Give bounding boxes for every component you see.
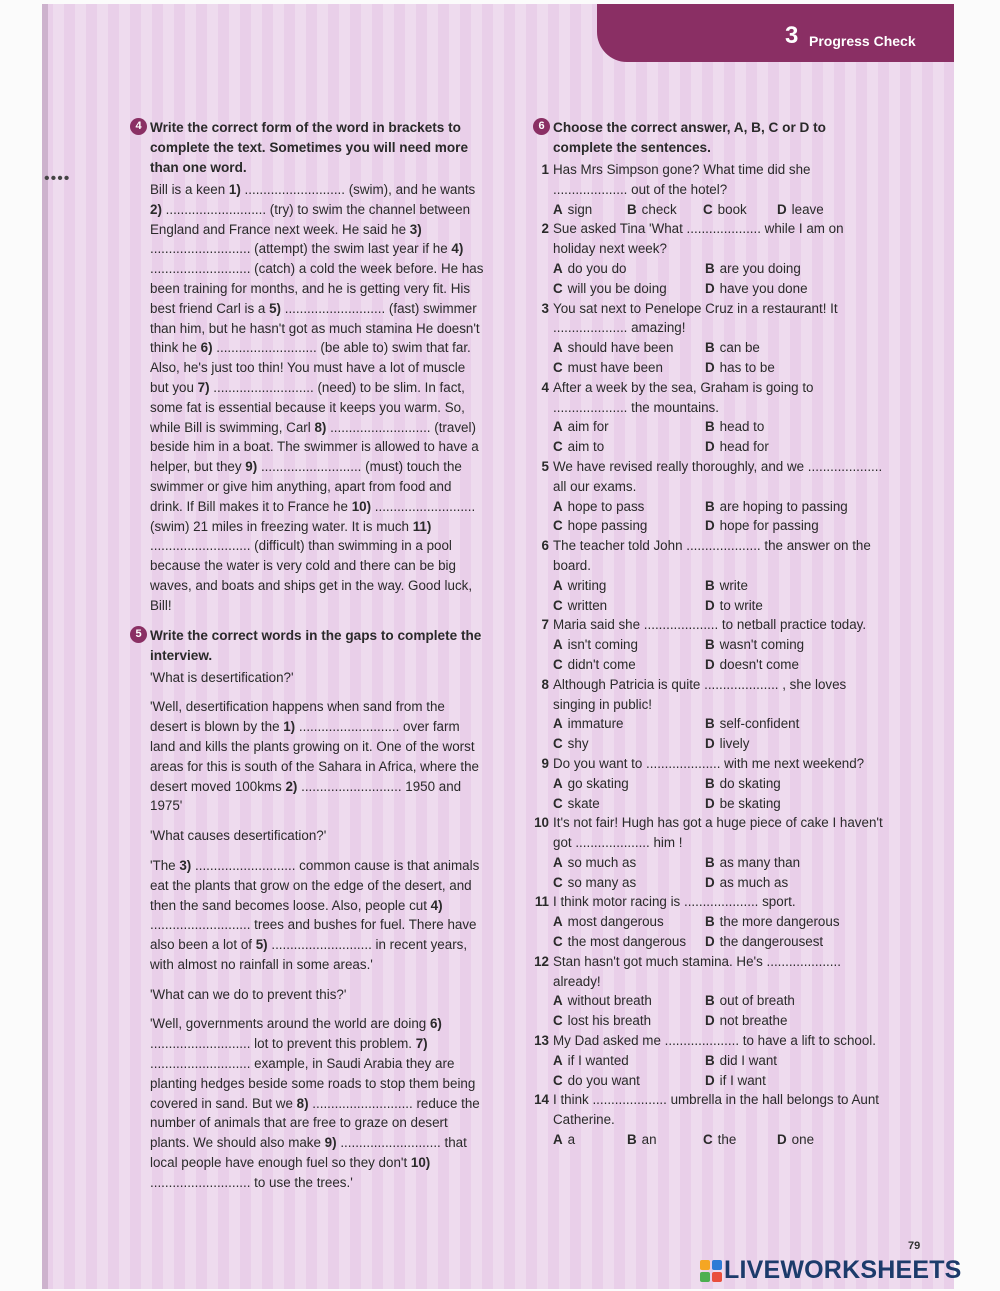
answer-option[interactable] [553, 338, 705, 358]
question-item [541, 675, 883, 754]
answer-option[interactable] [553, 1051, 705, 1071]
section-6-instruction: Choose the correct answer, A, B, C or D to complete the sentences. [553, 120, 826, 155]
option-letter: A [553, 201, 563, 217]
answer-option[interactable] [553, 1130, 627, 1150]
answer-option[interactable] [705, 358, 855, 378]
option-text: lively [719, 736, 750, 752]
question-text: I think motor racing is .................... sport. [553, 894, 796, 910]
option-letter: A [553, 260, 563, 276]
question-text: Do you want to .................... with me next weekend? [553, 755, 865, 771]
answer-option[interactable] [553, 853, 705, 873]
answer-option[interactable] [553, 596, 705, 616]
answer-option[interactable] [553, 417, 705, 437]
option-text: one [791, 1132, 815, 1148]
answer-options [553, 417, 883, 457]
question-number: 11 [534, 894, 549, 910]
question-item [534, 952, 883, 1031]
option-text: so many as [567, 874, 637, 890]
answer-option[interactable] [705, 912, 855, 932]
section-4-text[interactable]: Bill is a keen 1) ........................... (swim), and he wants 2) ........................... (try) to swim the channel between England and France next week. He said he 3) ........................... (attempt) the swim last year if he 4) ........................... (catch) a cold the week before. He has been training for months, and he is getting very fit. His best friend Carl is a 5) ........................... (fast) swimmer than him, but he hasn't got as much stamina He doesn't think he 6) ........................... (be able to) swim that far. Also, he's just too thin! You must have a lot of muscle but you 7) ........................... (need) to be slim. In fact, some fat is essential because it keeps you warm. So, while Bill is swimming, Carl 8) ........................... (travel) beside him in a boat. The swimmer is allowed to have a helper, but they 9) ........................... (must) touch the swimmer or give him anything, apart from food and drink. If Bill makes it to France he 10) ........................... (swim) 21 miles in freezing water. It is much 11) ........................... (difficult) than swimming in a pool because the water is very cold and there can be big waves, and boats and ships get in the way. Good luck, Bill! [150, 182, 484, 613]
option-text: did I want [719, 1052, 777, 1068]
answer-options [553, 853, 883, 893]
option-letter: C [553, 1072, 563, 1088]
option-letter: A [553, 637, 563, 653]
option-text: not breathe [719, 1013, 788, 1029]
option-text: if I want [719, 1072, 766, 1088]
option-text: do skating [719, 775, 781, 791]
answer-option[interactable] [705, 338, 855, 358]
option-letter: C [553, 359, 563, 375]
section-6-heading [538, 118, 883, 158]
answer-options [553, 497, 883, 537]
option-text: doesn't come [719, 656, 799, 672]
question-number: 13 [534, 1033, 549, 1049]
section-6-questions [534, 160, 883, 1150]
answer-option[interactable] [705, 873, 855, 893]
option-text: the more dangerous [719, 914, 840, 930]
question-text: It's not fair! Hugh has got a huge piece of cake I haven't got .................... him ! [553, 815, 883, 851]
question-text: Although Patricia is quite .................... , she loves singing in public! [553, 676, 847, 712]
interview-paragraph: 'What is desertification?' [150, 669, 294, 685]
option-letter: D [705, 280, 715, 296]
section-4-heading [135, 118, 485, 178]
answer-option[interactable] [705, 497, 855, 517]
option-letter: D [705, 736, 715, 752]
option-letter: A [553, 419, 563, 435]
option-letter: A [553, 1132, 563, 1148]
liveworksheets-logo [700, 1256, 995, 1286]
answer-options [553, 200, 883, 220]
interview-paragraph: 'What can we do to prevent this?' [150, 986, 347, 1002]
option-letter: B [705, 577, 715, 593]
option-letter: B [705, 498, 715, 514]
interview-paragraph[interactable]: 'Well, governments around the world are doing 6) ........................... lot to prevent this problem. 7) ........................... example, in Saudi Arabia they are planting hedges beside some roads to stop them being covered in sand. But we 8) ........................... reduce the number of animals that are free to graze on desert plants. We should also make 9) ........................... that local people have enough fuel so they don't 10) ........................... to use the trees.' [150, 1016, 480, 1190]
option-letter: D [777, 201, 787, 217]
section-6-badge: 6 [533, 118, 550, 135]
option-text: are you doing [719, 260, 801, 276]
answer-options [553, 774, 883, 814]
page-edge [42, 4, 48, 1289]
option-text: didn't come [567, 656, 636, 672]
left-column [135, 118, 485, 1203]
option-text: hope for passing [719, 518, 819, 534]
option-text: wasn't coming [719, 637, 805, 653]
question-text: Maria said she .................... to netball practice today. [553, 617, 867, 633]
option-text: are hoping to passing [719, 498, 848, 514]
answer-option[interactable] [553, 774, 705, 794]
option-text: can be [719, 340, 760, 356]
option-text: write [719, 577, 748, 593]
answer-option[interactable] [553, 437, 705, 457]
unit-number: 3 [785, 22, 799, 49]
answer-options [553, 1130, 883, 1150]
answer-option[interactable] [553, 635, 705, 655]
question-item [541, 457, 883, 536]
answer-option[interactable] [627, 1130, 703, 1150]
option-letter: A [553, 854, 563, 870]
option-text: the dangerousest [719, 934, 824, 950]
option-text: the most dangerous [567, 934, 687, 950]
option-letter: C [553, 934, 563, 950]
option-text: if I wanted [567, 1052, 629, 1068]
answer-option[interactable] [705, 714, 855, 734]
section-5-heading [135, 626, 485, 666]
answer-option[interactable] [705, 1051, 855, 1071]
question-item [534, 813, 883, 892]
option-text: sign [567, 201, 593, 217]
question-number: 12 [534, 953, 549, 969]
option-letter: B [705, 854, 715, 870]
option-text: skate [567, 795, 600, 811]
option-text: book [717, 201, 747, 217]
option-text: aim to [567, 439, 605, 455]
question-text: You sat next to Penelope Cruz in a restaurant! It .................... amazing! [553, 300, 838, 336]
option-letter: B [705, 993, 715, 1009]
option-letter: D [705, 518, 715, 534]
answer-option[interactable] [553, 932, 705, 952]
option-letter: B [705, 775, 715, 791]
answer-option[interactable] [705, 576, 855, 596]
option-text: has to be [719, 359, 775, 375]
question-text: We have revised really thoroughly, and we .................... all our exams. [553, 458, 883, 494]
option-text: have you done [719, 280, 808, 296]
option-text: go skating [567, 775, 629, 791]
answer-option[interactable] [553, 734, 705, 754]
option-letter: C [553, 656, 563, 672]
option-letter: D [705, 656, 715, 672]
option-letter: B [705, 716, 715, 732]
answer-option[interactable] [705, 635, 855, 655]
option-text: without breath [567, 993, 652, 1009]
option-letter: A [553, 577, 563, 593]
answer-options [553, 635, 883, 675]
option-letter: C [553, 795, 563, 811]
answer-option[interactable] [553, 259, 705, 279]
option-letter: B [705, 260, 715, 276]
answer-option[interactable] [553, 714, 705, 734]
option-text: aim for [567, 419, 609, 435]
option-letter: D [705, 934, 715, 950]
answer-option[interactable] [553, 358, 705, 378]
option-letter: B [705, 914, 715, 930]
option-letter: C [553, 874, 563, 890]
option-text: a [567, 1132, 576, 1148]
option-letter: D [705, 1013, 715, 1029]
question-item [541, 160, 883, 219]
option-letter: D [705, 597, 715, 613]
header-title: Progress Check [809, 33, 916, 49]
option-text: written [567, 597, 608, 613]
option-text: as much as [719, 874, 789, 890]
question-item [534, 1031, 883, 1090]
answer-option[interactable] [553, 200, 627, 220]
page-number: 79 [908, 1240, 921, 1252]
answer-options [553, 338, 883, 378]
option-letter: A [553, 1052, 563, 1068]
question-item [534, 1090, 883, 1149]
answer-option[interactable] [705, 1011, 855, 1031]
option-letter: A [553, 340, 563, 356]
question-item [541, 754, 883, 813]
question-item [534, 892, 883, 951]
option-letter: D [705, 1072, 715, 1088]
option-text: out of breath [719, 993, 795, 1009]
answer-option[interactable] [553, 912, 705, 932]
question-text: The teacher told John .................... the answer on the board. [553, 538, 871, 573]
answer-option[interactable] [703, 200, 777, 220]
option-text: as many than [719, 854, 801, 870]
section-5-badge: 5 [130, 626, 147, 643]
question-text: Sue asked Tina 'What .................... while I am on holiday next week? [553, 221, 844, 257]
right-column [534, 118, 883, 1150]
liveworksheets-icon [700, 1260, 722, 1282]
answer-options [553, 576, 883, 616]
question-number: 9 [541, 755, 549, 771]
answer-option[interactable] [777, 200, 853, 220]
option-text: head for [719, 439, 769, 455]
section-5-instruction: Write the correct words in the gaps to complete the interview. [150, 627, 482, 663]
option-text: be skating [719, 795, 781, 811]
question-item [541, 299, 883, 378]
answer-option[interactable] [553, 497, 705, 517]
answer-option[interactable] [705, 596, 855, 616]
option-letter: B [705, 1052, 715, 1068]
section-5-interview [150, 668, 485, 1193]
answer-option[interactable] [705, 734, 855, 754]
option-letter: B [627, 201, 637, 217]
answer-options [553, 259, 883, 299]
answer-option[interactable] [553, 279, 705, 299]
answer-option[interactable] [705, 774, 855, 794]
margin-dots: •••• [44, 170, 71, 187]
option-text: do you do [567, 260, 627, 276]
answer-options [553, 714, 883, 754]
option-letter: A [553, 498, 563, 514]
option-text: should have been [567, 340, 674, 356]
option-text: check [641, 201, 677, 217]
answer-option[interactable] [705, 417, 855, 437]
question-text: After a week by the sea, Graham is going to .................... the mountains. [553, 379, 814, 415]
answer-options [553, 912, 883, 952]
answer-option[interactable] [553, 655, 705, 675]
interview-paragraph[interactable]: 'The 3) ........................... common cause is that animals eat the plants that grow on the edge of the desert, and then the sand becomes loose. Also, people cut 4) ........................... trees and bushes for fuel. There have also been a lot of 5) ........................... in recent years, with almost no rainfall in some areas.' [150, 857, 480, 972]
option-letter: B [705, 419, 715, 435]
question-number: 7 [541, 617, 549, 633]
answer-option[interactable] [705, 279, 855, 299]
answer-option[interactable] [627, 200, 703, 220]
progress-check-header [597, 4, 954, 62]
question-item [541, 536, 883, 615]
option-letter: C [703, 1132, 713, 1148]
option-text: isn't coming [567, 637, 638, 653]
option-letter: B [627, 1132, 637, 1148]
answer-option[interactable] [553, 873, 705, 893]
option-text: must have been [567, 359, 663, 375]
answer-option[interactable] [777, 1130, 853, 1150]
interview-paragraph: 'What causes desertification?' [150, 828, 327, 844]
question-text: Has Mrs Simpson gone? What time did she .................... out of the hotel? [553, 162, 811, 197]
option-text: lost his breath [567, 1013, 652, 1029]
brand-name: LIVEWORKSHEETS [724, 1256, 962, 1284]
question-number: 5 [541, 458, 549, 474]
question-text: My Dad asked me .................... to have a lift to school. [553, 1033, 876, 1049]
answer-option[interactable] [553, 991, 705, 1011]
answer-option[interactable] [553, 516, 705, 536]
answer-option[interactable] [553, 1011, 705, 1031]
option-letter: B [705, 637, 715, 653]
option-letter: D [705, 874, 715, 890]
answer-options [553, 1051, 883, 1091]
answer-option[interactable] [703, 1130, 777, 1150]
answer-option[interactable] [705, 853, 855, 873]
option-text: so much as [567, 854, 637, 870]
question-text: Stan hasn't got much stamina. He's .................... already! [553, 953, 841, 989]
option-letter: C [553, 439, 563, 455]
answer-options [553, 991, 883, 1031]
answer-option[interactable] [553, 794, 705, 814]
option-letter: A [553, 993, 563, 1009]
option-text: writing [567, 577, 607, 593]
question-number: 8 [541, 676, 549, 692]
question-item [541, 615, 883, 674]
option-text: to write [719, 597, 763, 613]
option-letter: C [703, 201, 713, 217]
option-text: the [717, 1132, 737, 1148]
option-letter: D [705, 359, 715, 375]
answer-option[interactable] [553, 1071, 705, 1091]
answer-option[interactable] [705, 932, 855, 952]
option-text: hope to pass [567, 498, 645, 514]
option-letter: A [553, 775, 563, 791]
option-text: will you be doing [567, 280, 667, 296]
answer-option[interactable] [705, 516, 855, 536]
answer-option[interactable] [553, 576, 705, 596]
option-letter: A [553, 716, 563, 732]
section-4-badge: 4 [130, 118, 147, 135]
answer-option[interactable] [705, 259, 855, 279]
option-text: self-confident [719, 716, 800, 732]
question-text: I think .................... umbrella in the hall belongs to Aunt Catherine. [553, 1092, 880, 1128]
option-letter: C [553, 597, 563, 613]
section-4-instruction: Write the correct form of the word in brackets to complete the text. Sometimes you will need more than one word. [150, 120, 469, 175]
option-letter: C [553, 1013, 563, 1029]
question-number: 1 [541, 162, 549, 177]
option-letter: C [553, 280, 563, 296]
option-text: an [641, 1132, 657, 1148]
option-text: leave [791, 201, 824, 217]
question-number: 14 [534, 1092, 549, 1108]
answer-option[interactable] [705, 794, 855, 814]
option-letter: C [553, 736, 563, 752]
option-letter: C [553, 518, 563, 534]
answer-option[interactable] [705, 991, 855, 1011]
option-text: most dangerous [567, 914, 664, 930]
option-text: immature [567, 716, 624, 732]
question-number: 3 [541, 300, 549, 316]
option-letter: D [705, 439, 715, 455]
option-letter: D [705, 795, 715, 811]
question-item [541, 378, 883, 457]
option-letter: B [705, 340, 715, 356]
question-number: 4 [541, 379, 549, 395]
question-number: 6 [541, 538, 549, 554]
interview-paragraph[interactable]: 'Well, desertification happens when sand from the desert is blown by the 1) ........................... over farm land and kills the plants growing on it. One of the worst areas for this is south of the Sahara in Africa, where the desert moved 100kms 2) ........................... 1950 and 1975' [150, 699, 479, 814]
option-text: do you want [567, 1072, 640, 1088]
option-letter: A [553, 914, 563, 930]
option-text: hope passing [567, 518, 648, 534]
option-letter: D [777, 1132, 787, 1148]
answer-option[interactable] [705, 1071, 855, 1091]
option-text: head to [719, 419, 765, 435]
question-item [541, 219, 883, 298]
question-number: 2 [541, 221, 549, 237]
option-text: shy [567, 736, 589, 752]
answer-option[interactable] [705, 655, 855, 675]
question-number: 10 [534, 815, 549, 831]
answer-option[interactable] [705, 437, 855, 457]
